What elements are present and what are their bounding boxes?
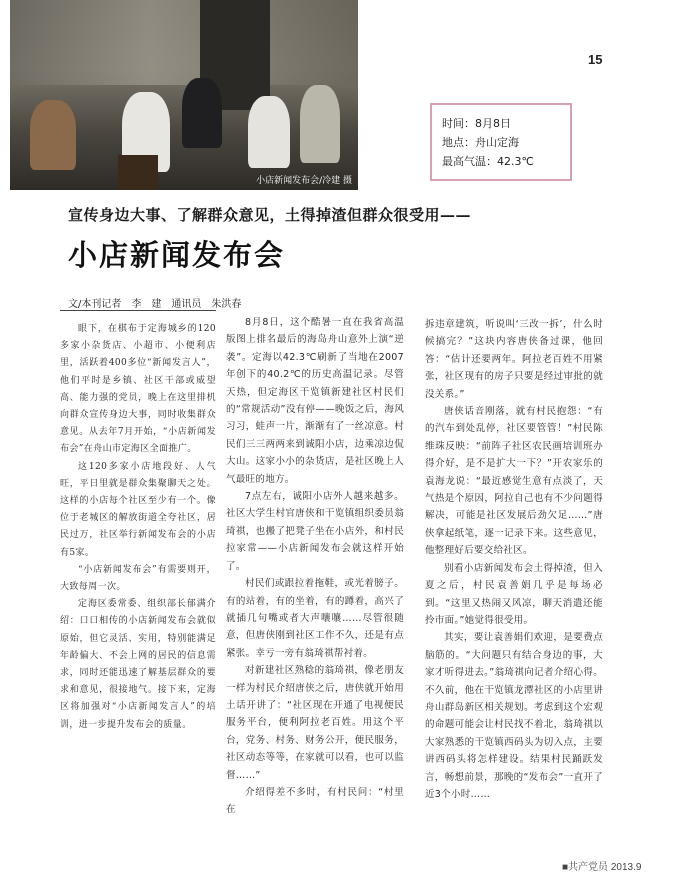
paragraph: 定海区委常委、组织部长郁满介绍：口口相传的小店新闻发布会就似原始，但它灵活、实用，特别能满足年龄偏大、不会上网的居民的信息需求，同时还能迅速了解基层群众的要求和意见，很接地气。接下来，定海区将加强对“小店新闻发言人”的培训，进一步提升发布会的质量。 bbox=[60, 599, 216, 730]
paragraph: 别看小店新闻发布会土得掉渣，但入夏之后，村民袁善娟几乎是每场必到。“这里又热闹又风凉，聊天消遣还能拎市面。”她觉得很受用。 bbox=[425, 562, 603, 626]
article-subheading: 宣传身边大事、了解群众意见，土得掉渣但群众很受用—— bbox=[68, 206, 472, 224]
magazine-footer: ■共产党员 2013.9 bbox=[562, 862, 642, 873]
paragraph: 唐侠话音刚落，就有村民抱怨：“有的汽车到处乱停，社区要管管！”村民陈维珠反映：“前阵子社区农民画培训班办得介好，是不是扩大一下？”开农家乐的袁海龙说：“最近感觉生意有点淡了，天气热是个原因，阿拉自己也有不少问题得解决，可能是社区发展后劲欠足……”唐侠拿起纸笔，逐一记录下来。这些意见，他整理好后要交给社区。 bbox=[425, 406, 603, 557]
paragraph: 7点左右，诚阳小店外人越来越多。社区大学生村官唐侠和干览镇组织委员翁琦祺，也搬了把凳子坐在小店外，和村民拉家常——小店新闻发布会就这样开始了。 bbox=[226, 491, 404, 572]
photo-caption: 小店新闻发布会/冷建 摄 bbox=[256, 176, 352, 186]
paragraph: 8月8日，这个酷暑一直在我省高温版图上排名最后的海岛舟山意外上演“逆袭”。定海以42.3℃刷新了当地在2007年创下的40.2℃的历史高温记录。尽管天热，但定海区干览镇新建社区村民们的“常规活动”没有停——晚饭之后，海风习习，蛙声一片，渐渐有了一丝凉意。村民们三三两两来到诚阳小店，边乘凉边侃大山。这家小小的杂货店，是社区晚上人气最旺的地方。 bbox=[226, 317, 404, 485]
info-box bbox=[430, 103, 572, 181]
photo-person bbox=[30, 100, 76, 170]
article-title: 小店新闻发布会 bbox=[68, 238, 286, 272]
paragraph: 这120多家小店地段好、人气旺，平日里就是群众集聚聊天之处。这样的小店每个社区至少有一个。像位于老城区的解放街道全夸社区，居民过万，社区举行新闻发布会的小店有5家。 bbox=[60, 461, 216, 558]
paragraph: 眼下，在棋布于定海城乡的120多家小杂货店、小超市、小便利店里，活跃着400多位“新闻发言人”，他们平时是乡镇、社区干部或威望高、能力强的党员，晚上在这里排机向群众宣传身边大事，同时收集群众意见。从去年7月开始，“小店新闻发布会”在舟山市定海区全面推广。 bbox=[60, 324, 216, 455]
paragraph: 介绍得差不多时，有村民问：“村里在 bbox=[226, 786, 404, 816]
info-place: 地点：舟山定海 bbox=[442, 136, 519, 149]
paragraph: 对新建社区熟稔的翁琦祺，像老朋友一样为村民介绍唐侠之后，唐侠就开始用土话开讲了：“社区现在开通了电视便民服务平台，便利阿拉老百姓。用这个平台，党务、村务、财务公开，便民服务，社区动态等等，在家就可以看，也可以监督……” bbox=[226, 665, 404, 781]
paragraph: 拆违章建筑，听说叫‘三改一拆’，什么时候搞完？”这块内容唐侠备过课，他回答：“估计还要两年。阿拉老百姓不用紧张，社区现有的房子只要是经过审批的就没关系。” bbox=[425, 319, 603, 400]
photo-person bbox=[300, 85, 340, 163]
paragraph: “小店新闻发布会”有需要则开，大致每周一次。 bbox=[60, 564, 216, 593]
paragraph: 村民们或跟拉着拖鞋，或光着膀子。有的站着，有的坐着，有的蹲着，高兴了就插几句嘴或者大声嚷嚷……尽管很随意，但唐侠刚到社区工作不久，还是有点紧张。幸亏一旁有翁琦祺帮衬着。 bbox=[226, 578, 404, 659]
info-time: 时间：8月8日 bbox=[442, 117, 511, 130]
article-byline: 文/本刊记者 李 建 通讯员 朱洪春 bbox=[68, 299, 242, 310]
info-temperature: 最高气温：42.3℃ bbox=[442, 155, 534, 168]
page-number: 15 bbox=[588, 52, 603, 67]
photo-person bbox=[248, 96, 290, 168]
column-middle bbox=[226, 314, 404, 819]
photo-stool bbox=[118, 155, 158, 190]
article-photo bbox=[10, 0, 358, 190]
photo-person bbox=[182, 78, 222, 148]
column-right bbox=[425, 316, 603, 803]
column-left bbox=[60, 310, 216, 734]
paragraph: 其实，要让袁善娟们欢迎，是要费点脑筋的。“大问题只有结合身边的事，大家才听得进去。”翁琦祺向记者介绍心得。不久前，他在干览镇龙潭社区的小店里讲舟山群岛新区相关规划。考虑到这个宏观的命题可能会让村民找不着北，翁琦祺以大家熟悉的干览镇西码头为切入点，主要讲西码头将怎样建设。结果村民踊跃发言，畅想前景，那晚的“发布会”一直开了近3个小时…… bbox=[425, 632, 603, 800]
photo-wall bbox=[10, 0, 358, 85]
